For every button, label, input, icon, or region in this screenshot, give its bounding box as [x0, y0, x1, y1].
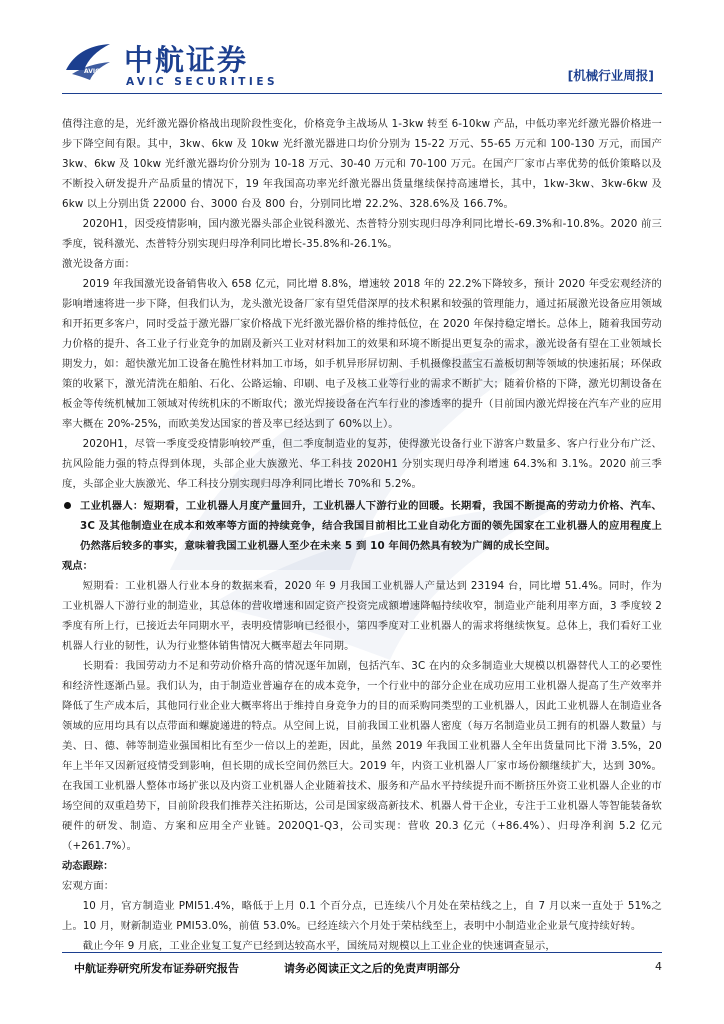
- footer-divider: [62, 952, 662, 953]
- paragraph-laser-maker-profits: 2020H1，因受疫情影响，国内激光器头部企业锐科激光、杰普特分别实现归母净利同比增长-69.3%和-10.8%。2020 前三季度，锐科激光、杰普特分别实现归母净利同比增长-35.8%和-26.1%。: [62, 218, 662, 250]
- paragraph-long-term-view: 长期看：我国劳动力不足和劳动价格升高的情况逐年加剧，包括汽车、3C 在内的众多制造业大规模以机器替代人工的必要性和经济性逐渐凸显。我们认为，由于制造业普遍存在的成本竞争，一个行业中的部分企业在成功应用工业机器人提高了生产效率并降低了生产成本后，其他同行业企业大概率将出于维持自身竞争力的目的而采购同类型的工业机器人，因此工业机器人在制造业各领域的应用均具有以点带面和螺旋递进的特点。从空间上说，目前我国工业机器人密度（每万名制造业员工拥有的机器人数量）与美、日、德、韩等制造业强国相比有至少一倍以上的差距，因此，虽然 2019 年我国工业机器人全年出货量同比下滑 3.5%，20 年上半年又因新冠疫情受到影响，但长期的成长空间仍然巨大。2019 年，内资工业机器人厂家市场份额继续扩大，达到 30%。在我国工业机器人整体市场扩张以及内资工业机器人企业随着技术、服务和产品水平持续提升而不断挤压外资工业机器人企业的市场空间的双重趋势下，目前阶段我们推荐关注拓斯达，公司是国家级高新技术、机器人骨干企业，专注于工业机器人等智能装备软硬件的研发、制造、方案和应用全产业链。2020Q1-Q3，公司实现：营收 20.3 亿元（+86.4%）、归母净利润 5.2 亿元（+261.7%）。: [62, 660, 662, 852]
- avic-logo-icon: [62, 40, 114, 86]
- report-type-tag: [机械行业周报]: [567, 68, 654, 83]
- header-divider: [62, 93, 662, 94]
- subheading-macro: 宏观方面：: [62, 880, 115, 892]
- svg-text:AVIC: AVIC: [84, 68, 100, 75]
- bullet-robots-lead: 工业机器人：: [80, 500, 144, 512]
- page-footer: [62, 958, 662, 978]
- bullet-robots-text: 短期看，工业机器人月度产量回升，工业机器人下游行业的回暖。长期看，我国不断提高的劳动力价格、汽车、3C 及其他制造业在成本和效率等方面的持续竞争，结合我国目前相比工业自动化方面的领先国家在工业机器人的应用程度上仍然落后较多的事实，意味着我国工业机器人至少在未来 5 到 10 年间仍然具有较为广阔的成长空间。: [80, 500, 662, 552]
- paragraph-short-term-view: 短期看：工业机器人行业本身的数据来看，2020 年 9 月我国工业机器人产量达到 23194 台，同比增 51.4%。同时，作为工业机器人下游行业的制造业，其总体的营收增速和固定资产投资完成额增速降幅持续收窄，制造业产能利用率方面，3 季度较 2 季度有所上行，已接近去年同期水平，表明疫情影响已经很小，第四季度对工业机器人的需求将继续恢复。总体上，我们看好工业机器人行业的韧性，认为行业整体销售情况大概率超去年同期。: [62, 580, 662, 652]
- paragraph-laser-equipment-market: 2019 年我国激光设备销售收入 658 亿元，同比增 8.8%，增速较 2018 年的 22.2%下降较多，预计 2020 年受宏观经济的影响增速将进一步下降，但我们认为，龙头激光设备厂家有望凭借深厚的技术积累和较强的管理能力，通过拓展激光设备应用领域和开拓更多客户，同时受益于激光器厂家价格战下光纤激光器价格的维持低位，在 2020 年保持稳定增长。总体上，随着我国劳动力价格的提升、各工业子行业竞争的加剧及新兴工业对材料加工的效果和环境不断提出更复杂的需求，激光设备有望在工业领域长期发力，如：超快激光加工设备在脆性材料加工市场，如手机异形屏切割、手机摄像投蓝宝石盖板切割等领域的快速拓展；环保政策的收紧下，激光清洗在船舶、石化、公路运输、印刷、电子及核工业等行业的需求不断扩大；随着价格的下降，激光切割设备在板金等传统机械加工领域对传统机床的不断取代；激光焊接设备在汽车行业的渗透率的提升（目前国内激光焊接在汽车产业的应用率大概在 20%-25%，而欧美发达国家的普及率已经达到了 60%以上）。: [62, 278, 662, 430]
- page-header: [0, 0, 724, 100]
- paragraph-pmi: 10 月，官方制造业 PMI51.4%，略低于上月 0.1 个百分点，已连续八个月处在荣枯线之上，自 7 月以来一直处于 51%之上。10 月，财新制造业 PMI53.0%，前值 53.0%。已经连续六个月处于荣枯线至上，表明中小制造业企业景气度持续好转。: [62, 900, 662, 932]
- bullet-robots-summary: [80, 496, 662, 556]
- logo-chinese-name: 中航证券: [124, 43, 249, 77]
- footer-publisher: 中航证券研究所发布证券研究报告: [74, 962, 239, 975]
- page-number: 4: [655, 960, 662, 973]
- paragraph-fiber-laser-pricing: 值得注意的是，光纤激光器价格战出现阶段性变化，价格竞争主战场从 1-3kw 转至 6-10kw 产品，中低功率光纤激光器价格进一步下降空间有限。其中，3kw、6kw 及 10kw 光纤激光器进口均价分别为 15-22 万元、55-65 万元和 100-130 万元，而国产 3kw、6kw 及 10kw 光纤激光器均价分别为 10-18 万元、30-40 万元和 70-100 万元。在国产厂家市占率优势的低价策略以及不断投入研发提升产品质量的情况下，19 年我国高功率光纤激光器出货量继续保持高速增长，其中，1kw-3kw、3kw-6kw 及 6kw 以上分别出货 22000 台、3000 台及 800 台，分别同比增 22.2%、328.6%及 166.7%。: [62, 118, 662, 210]
- footer-disclaimer-note: 请务必阅读正文之后的免责声明部分: [284, 962, 460, 975]
- bullet-icon: [64, 502, 71, 509]
- subheading-laser-equipment: 激光设备方面：: [62, 258, 136, 270]
- bullet-industrial-robots: [62, 496, 662, 556]
- paragraph-laser-equipment-profits: 2020H1，尽管一季度受疫情影响较严重，但二季度制造业的复苏，使得激光设备行业下游客户数量多、客户行业分布广泛、抗风险能力强的特点得到体现，头部企业大族激光、华工科技 2020H1 分别实现归母净利增速 64.3%和 3.1%。2020 前三季度，头部企业大族激光、华工科技分别实现归母净利同比增长 70%和 5.2%。: [62, 438, 662, 490]
- section-heading-tracking: 动态跟踪：: [62, 860, 114, 872]
- report-body: [62, 114, 662, 956]
- section-heading-views: 观点：: [62, 560, 93, 572]
- paragraph-resumption: 截止今年 9 月底，工业企业复工复产已经到达较高水平，国统局对规模以上工业企业的快速调查显示，: [82, 940, 556, 952]
- logo-english-name: AVIC SECURITIES: [126, 76, 279, 88]
